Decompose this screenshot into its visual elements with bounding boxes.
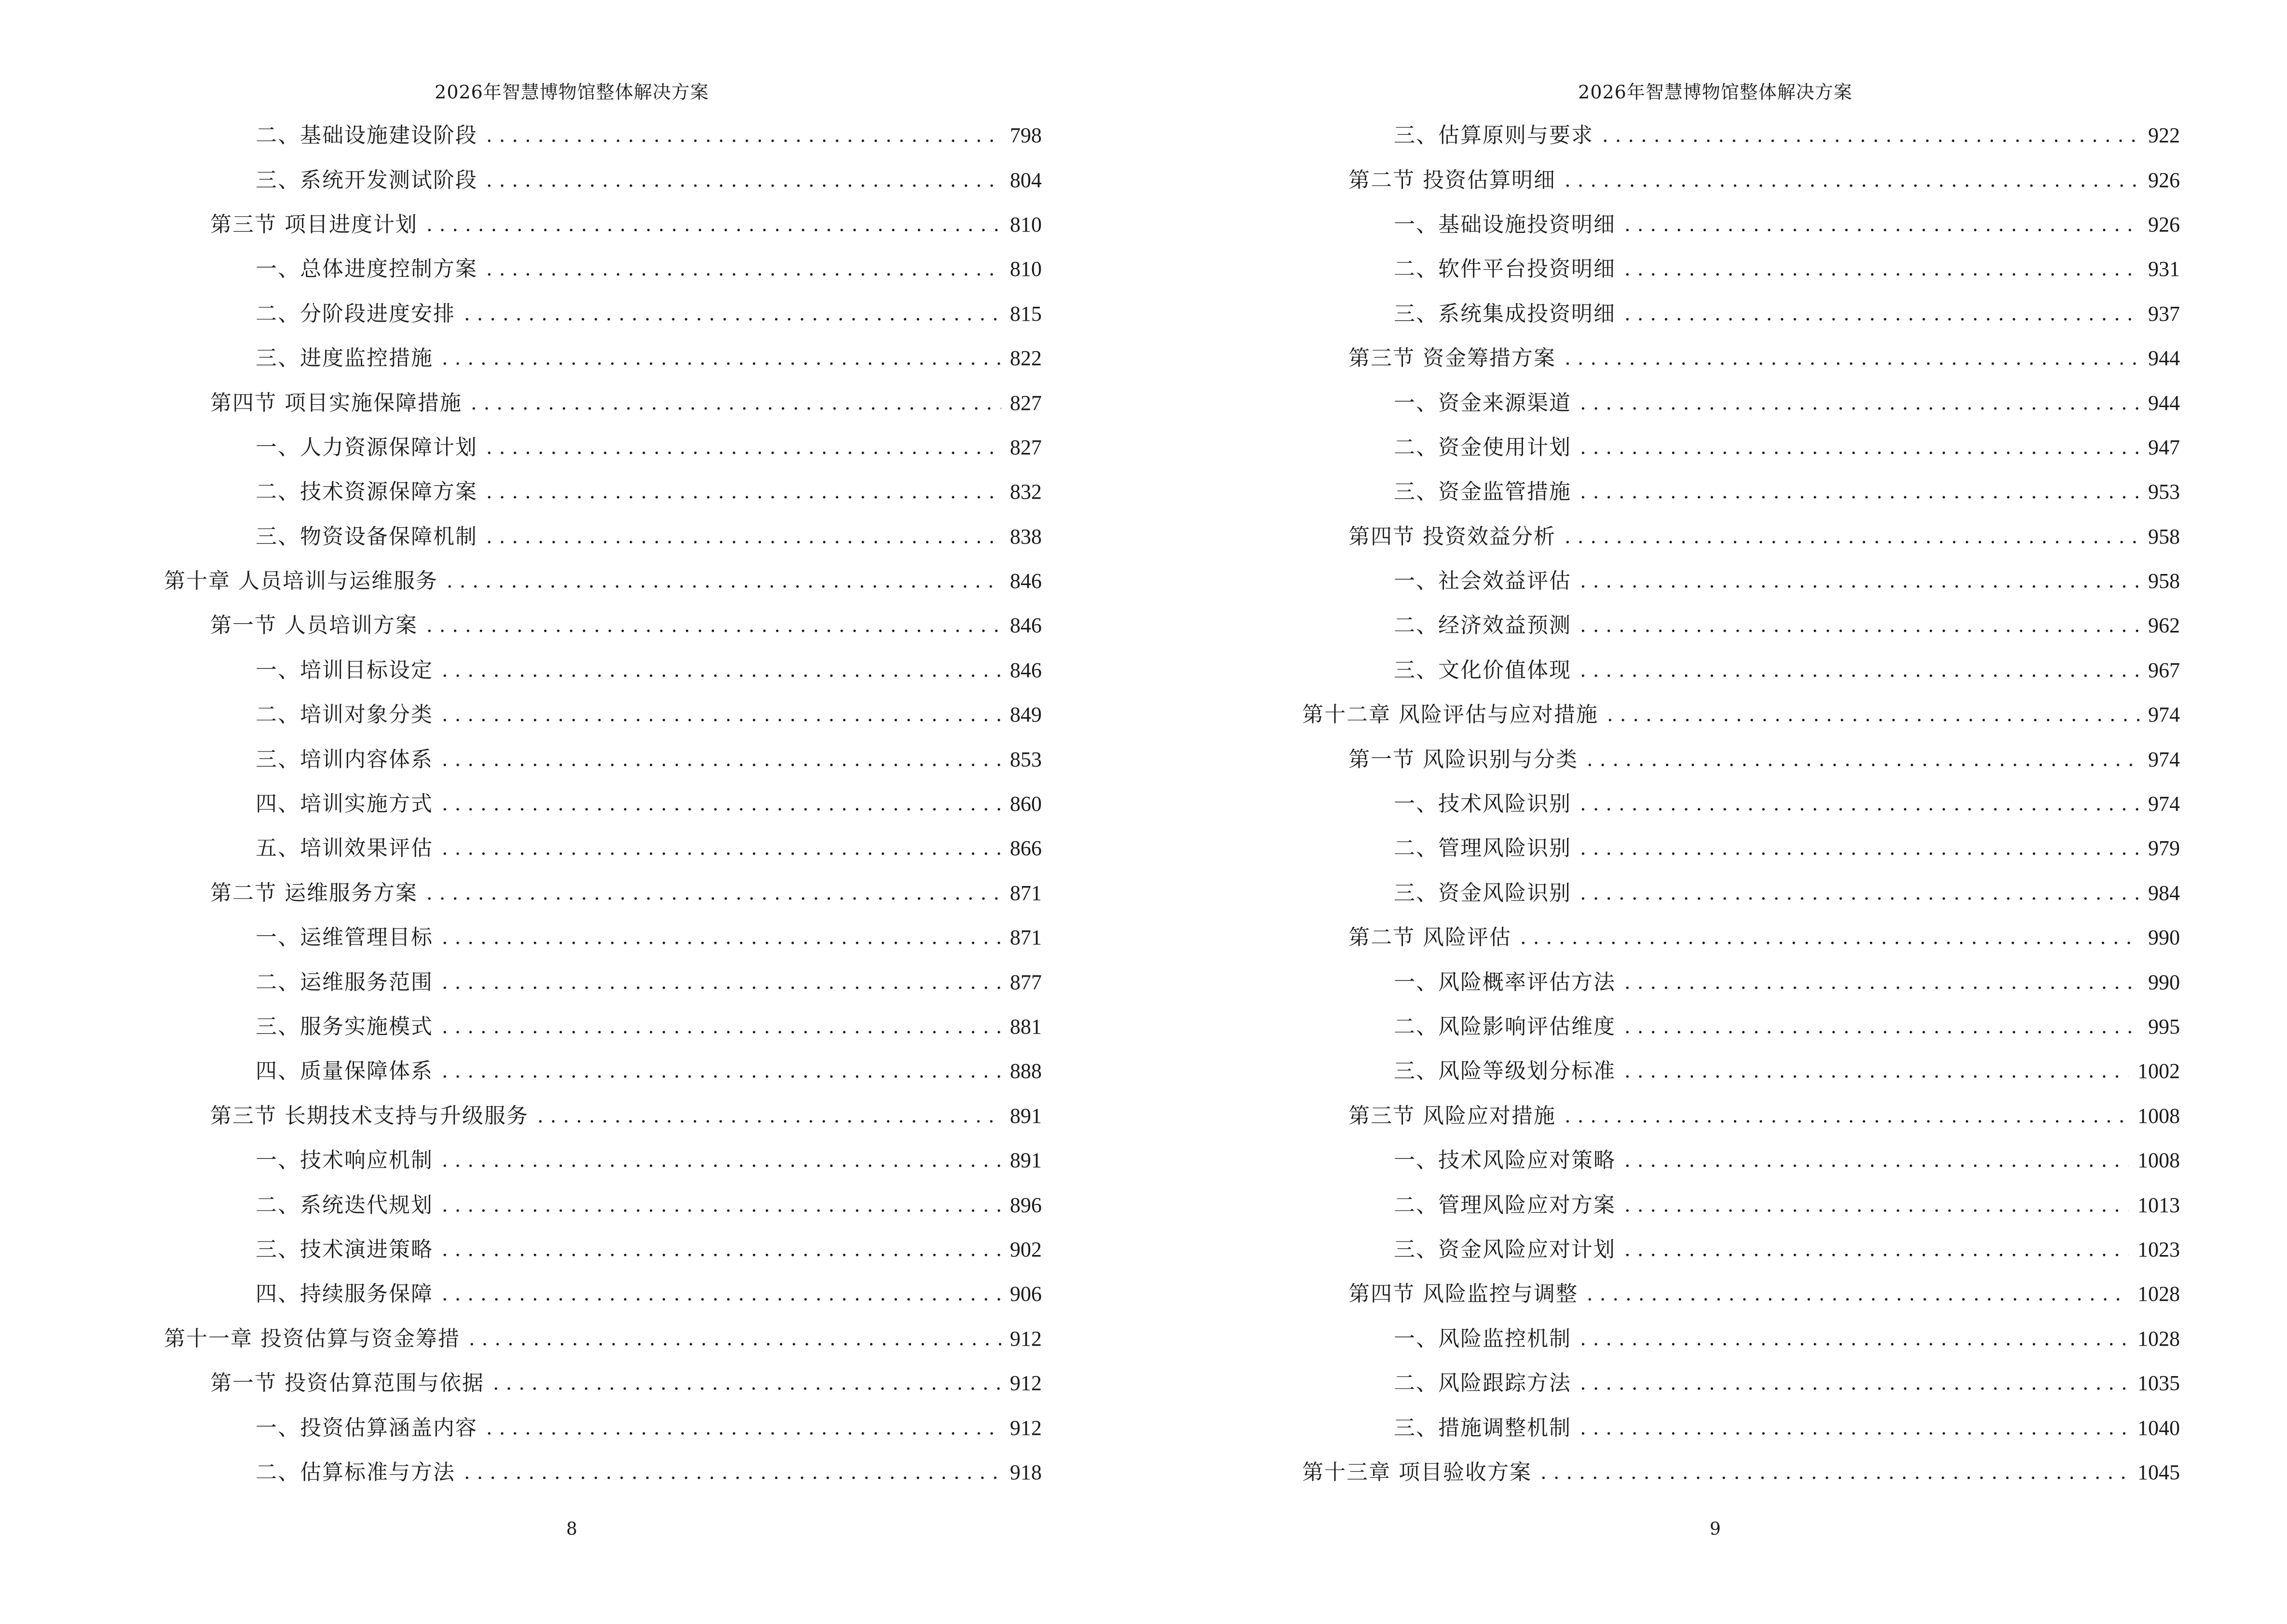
toc-entry[interactable]: [164, 336, 1042, 381]
toc-entry[interactable]: [1302, 603, 2180, 648]
toc-entry[interactable]: [1302, 782, 2180, 826]
toc-entry-title: 三、风险等级划分标准: [1394, 1059, 1616, 1084]
toc-entry[interactable]: [1302, 1005, 2180, 1049]
toc-entry[interactable]: [1302, 425, 2180, 470]
table-of-contents: [164, 113, 1042, 1495]
toc-entry[interactable]: [1302, 381, 2180, 425]
toc-entry[interactable]: [1302, 1361, 2180, 1406]
toc-entry-page: 810: [1010, 212, 1042, 236]
dot-leader: [1580, 394, 2139, 413]
dot-leader: [1624, 259, 2139, 279]
dot-leader: [1580, 839, 2139, 858]
toc-entry-page: 832: [1010, 480, 1042, 504]
toc-entry-title: 三、措施调整机制: [1394, 1415, 1571, 1440]
toc-entry-title: 三、估算原则与要求: [1394, 123, 1593, 148]
dot-leader: [537, 1106, 1001, 1126]
dot-leader: [1580, 661, 2139, 680]
toc-entry[interactable]: [1302, 648, 2180, 693]
dot-leader: [1624, 304, 2139, 324]
toc-entry-title: 二、系统迭代规划: [256, 1192, 433, 1217]
dot-leader: [486, 171, 1001, 190]
toc-entry[interactable]: [164, 113, 1042, 158]
dot-leader: [1624, 215, 2139, 234]
toc-entry-title: 三、培训内容体系: [256, 747, 433, 772]
toc-entry[interactable]: [1302, 1138, 2180, 1183]
toc-entry-page: 974: [2148, 792, 2180, 816]
toc-entry-page: 853: [1010, 747, 1042, 771]
toc-entry-page: 846: [1010, 614, 1042, 638]
dot-leader: [469, 1329, 1001, 1349]
toc-entry-title: 第二节 风险评估: [1348, 925, 1511, 950]
toc-entry-page: 962: [2148, 614, 2180, 638]
toc-entry[interactable]: [164, 1094, 1042, 1138]
page-number: 9: [1710, 1519, 1721, 1539]
toc-entry-page: 877: [1010, 970, 1042, 994]
dot-leader: [1607, 705, 2139, 724]
toc-entry-title: 二、基础设施建设阶段: [256, 123, 477, 148]
toc-entry[interactable]: [164, 515, 1042, 559]
toc-entry-page: 953: [2148, 480, 2180, 504]
dot-leader: [442, 1284, 1001, 1304]
toc-entry[interactable]: [1302, 1406, 2180, 1450]
toc-entry[interactable]: [1302, 826, 2180, 871]
toc-entry-title: 一、技术响应机制: [256, 1148, 433, 1173]
dot-leader: [442, 839, 1001, 858]
dot-leader: [1580, 482, 2139, 502]
toc-entry-page: 871: [1010, 881, 1042, 905]
toc-entry-title: 第三节 长期技术支持与升级服务: [210, 1103, 529, 1128]
toc-entry[interactable]: [164, 737, 1042, 781]
toc-entry-title: 第十二章 风险评估与应对措施: [1302, 702, 1598, 727]
toc-entry-page: 1035: [2137, 1371, 2180, 1395]
toc-entry-title: 二、风险跟踪方法: [1394, 1371, 1571, 1396]
toc-entry-page: 891: [1010, 1104, 1042, 1128]
dot-leader: [442, 1017, 1001, 1037]
toc-entry[interactable]: [1302, 247, 2180, 291]
dot-leader: [442, 661, 1001, 680]
dot-leader: [1624, 1196, 2129, 1215]
toc-entry-page: 958: [2148, 524, 2180, 548]
dot-leader: [1565, 349, 2139, 368]
dot-leader: [1587, 750, 2139, 769]
toc-entry-page: 871: [1010, 926, 1042, 950]
toc-entry-title: 二、估算标准与方法: [256, 1460, 455, 1485]
toc-entry-title: 第一节 人员培训方案: [210, 613, 418, 638]
toc-entry-page: 1008: [2137, 1148, 2180, 1173]
toc-entry-page: 810: [1010, 257, 1042, 281]
toc-entry-title: 三、系统集成投资明细: [1394, 301, 1616, 326]
toc-entry[interactable]: [164, 1228, 1042, 1272]
toc-entry[interactable]: [164, 1183, 1042, 1227]
toc-entry-page: 838: [1010, 524, 1042, 548]
dot-leader: [471, 394, 1001, 413]
toc-entry-page: 822: [1010, 346, 1042, 370]
toc-entry[interactable]: [164, 247, 1042, 291]
toc-entry[interactable]: [1302, 158, 2180, 202]
dot-leader: [486, 259, 1001, 279]
toc-entry-title: 第四节 投资效益分析: [1348, 524, 1556, 549]
toc-entry-page: 1028: [2137, 1326, 2180, 1351]
toc-entry-page: 974: [2148, 747, 2180, 771]
toc-entry-title: 三、资金风险识别: [1394, 880, 1571, 905]
toc-entry-page: 866: [1010, 836, 1042, 860]
toc-entry-title: 第十章 人员培训与运维服务: [164, 569, 438, 594]
toc-entry-page: 912: [1010, 1371, 1042, 1395]
toc-entry-page: 906: [1010, 1282, 1042, 1306]
toc-entry[interactable]: [1302, 1049, 2180, 1093]
toc-entry[interactable]: [164, 648, 1042, 693]
toc-entry[interactable]: [164, 1406, 1042, 1450]
dot-leader: [1580, 438, 2139, 457]
dot-leader: [426, 215, 1001, 234]
dot-leader: [442, 794, 1001, 814]
toc-entry[interactable]: [164, 203, 1042, 247]
toc-entry-title: 三、资金监管措施: [1394, 479, 1571, 505]
dot-leader: [442, 973, 1001, 992]
toc-entry[interactable]: [1302, 1228, 2180, 1272]
dot-leader: [493, 1374, 1001, 1393]
toc-entry-page: 1023: [2137, 1237, 2180, 1261]
toc-entry-title: 一、资金来源渠道: [1394, 390, 1571, 415]
toc-entry-title: 一、基础设施投资明细: [1394, 212, 1616, 237]
toc-entry-title: 二、运维服务范围: [256, 969, 433, 995]
toc-entry[interactable]: [164, 1272, 1042, 1316]
dot-leader: [442, 1151, 1001, 1170]
toc-entry-page: 984: [2148, 881, 2180, 905]
toc-entry-page: 804: [1010, 168, 1042, 192]
toc-entry-page: 967: [2148, 658, 2180, 682]
right-page: [1144, 0, 2287, 1624]
toc-entry-page: 912: [1010, 1326, 1042, 1351]
toc-entry-title: 第十三章 项目验收方案: [1302, 1460, 1532, 1485]
dot-leader: [442, 705, 1001, 724]
toc-entry-page: 937: [2148, 301, 2180, 326]
toc-entry-title: 一、技术风险应对策略: [1394, 1148, 1616, 1173]
toc-entry-page: 947: [2148, 435, 2180, 459]
toc-entry-page: 902: [1010, 1237, 1042, 1261]
toc-entry[interactable]: [164, 871, 1042, 915]
toc-entry[interactable]: [164, 1450, 1042, 1495]
toc-entry-title: 三、服务实施模式: [256, 1014, 433, 1039]
toc-entry[interactable]: [1302, 871, 2180, 915]
dot-leader: [426, 884, 1001, 903]
toc-entry-title: 四、持续服务保障: [256, 1282, 433, 1307]
toc-entry-page: 860: [1010, 792, 1042, 816]
dot-leader: [486, 527, 1001, 546]
toc-entry-title: 三、资金风险应对计划: [1394, 1237, 1616, 1262]
toc-entry[interactable]: [1302, 470, 2180, 514]
toc-entry[interactable]: [1302, 737, 2180, 781]
toc-entry-page: 944: [2148, 391, 2180, 415]
dot-leader: [486, 438, 1001, 457]
page-number: 8: [566, 1519, 577, 1539]
dot-leader: [1624, 1062, 2129, 1081]
toc-entry-page: 1045: [2137, 1460, 2180, 1484]
toc-entry-page: 990: [2148, 970, 2180, 994]
toc-entry-page: 827: [1010, 435, 1042, 459]
toc-entry-title: 三、物资设备保障机制: [256, 524, 477, 549]
dot-leader: [1580, 1329, 2129, 1349]
toc-entry-title: 二、培训对象分类: [256, 702, 433, 727]
toc-entry-title: 一、风险监控机制: [1394, 1326, 1571, 1351]
dot-leader: [442, 1062, 1001, 1081]
toc-entry-page: 891: [1010, 1148, 1042, 1173]
toc-entry-title: 二、软件平台投资明细: [1394, 257, 1616, 282]
toc-entry-page: 974: [2148, 703, 2180, 727]
toc-entry-title: 一、运维管理目标: [256, 925, 433, 950]
toc-entry[interactable]: [1302, 1183, 2180, 1227]
toc-entry-page: 979: [2148, 836, 2180, 860]
toc-entry-page: 944: [2148, 346, 2180, 370]
dot-leader: [1580, 572, 2139, 591]
dot-leader: [1602, 126, 2139, 145]
toc-entry-page: 931: [2148, 257, 2180, 281]
toc-entry-title: 三、系统开发测试阶段: [256, 167, 477, 192]
toc-entry[interactable]: [1302, 203, 2180, 247]
toc-entry-page: 1013: [2137, 1193, 2180, 1217]
toc-entry-title: 一、投资估算涵盖内容: [256, 1415, 477, 1440]
toc-entry-page: 1040: [2137, 1416, 2180, 1440]
toc-entry-page: 918: [1010, 1460, 1042, 1484]
dot-leader: [426, 616, 1001, 635]
toc-entry-title: 一、培训目标设定: [256, 657, 433, 682]
toc-entry[interactable]: [1302, 113, 2180, 158]
toc-entry-page: 990: [2148, 926, 2180, 950]
toc-entry[interactable]: [164, 826, 1042, 871]
toc-entry-page: 912: [1010, 1416, 1042, 1440]
dot-leader: [1624, 1017, 2139, 1037]
dot-leader: [1624, 1151, 2129, 1170]
toc-entry-title: 一、社会效益评估: [1394, 569, 1571, 594]
toc-entry-title: 三、进度监控措施: [256, 346, 433, 371]
toc-entry-page: 846: [1010, 569, 1042, 593]
toc-entry-title: 三、技术演进策略: [256, 1237, 433, 1262]
toc-entry-title: 一、技术风险识别: [1394, 792, 1571, 817]
running-header: 2026年智慧博物馆整体解决方案: [435, 82, 709, 103]
toc-entry-title: 第十一章 投资估算与资金筹措: [164, 1326, 460, 1351]
toc-entry-page: 849: [1010, 703, 1042, 727]
toc-entry[interactable]: [1302, 960, 2180, 1004]
toc-entry-title: 一、人力资源保障计划: [256, 435, 477, 460]
dot-leader: [442, 750, 1001, 769]
dot-leader: [1580, 794, 2139, 814]
toc-entry-page: 888: [1010, 1059, 1042, 1083]
toc-entry-title: 第三节 风险应对措施: [1348, 1103, 1556, 1128]
dot-leader: [442, 1240, 1001, 1259]
toc-entry[interactable]: [164, 960, 1042, 1004]
toc-entry[interactable]: [164, 1005, 1042, 1049]
dot-leader: [1520, 928, 2139, 947]
toc-entry[interactable]: [1302, 1450, 2180, 1495]
toc-entry[interactable]: [1302, 515, 2180, 559]
toc-entry[interactable]: [1302, 559, 2180, 603]
toc-entry[interactable]: [164, 603, 1042, 648]
toc-entry-title: 一、风险概率评估方法: [1394, 969, 1616, 995]
toc-entry-page: 926: [2148, 168, 2180, 192]
dot-leader: [464, 304, 1001, 324]
toc-entry-page: 1028: [2137, 1282, 2180, 1306]
toc-entry-page: 846: [1010, 658, 1042, 682]
toc-entry[interactable]: [1302, 1272, 2180, 1316]
dot-leader: [464, 1463, 1001, 1482]
toc-entry-page: 922: [2148, 123, 2180, 148]
dot-leader: [1624, 973, 2139, 992]
toc-entry-page: 958: [2148, 569, 2180, 593]
toc-entry-title: 第三节 项目进度计划: [210, 212, 418, 237]
toc-entry-title: 二、管理风险应对方案: [1394, 1192, 1616, 1217]
toc-entry-page: 1008: [2137, 1104, 2180, 1128]
toc-entry-page: 926: [2148, 212, 2180, 236]
dot-leader: [447, 572, 1001, 591]
dot-leader: [1624, 1240, 2129, 1259]
toc-entry-title: 第一节 风险识别与分类: [1348, 747, 1578, 772]
toc-entry-title: 一、总体进度控制方案: [256, 257, 477, 282]
toc-entry-title: 第二节 投资估算明细: [1348, 167, 1556, 192]
toc-entry[interactable]: [164, 915, 1042, 960]
toc-entry[interactable]: [1302, 915, 2180, 960]
dot-leader: [1580, 616, 2139, 635]
toc-entry-title: 二、分阶段进度安排: [256, 301, 455, 326]
toc-entry[interactable]: [164, 381, 1042, 425]
dot-leader: [1565, 171, 2139, 190]
toc-entry-title: 二、风险影响评估维度: [1394, 1014, 1616, 1039]
dot-leader: [486, 126, 1001, 145]
toc-entry-page: 798: [1010, 123, 1042, 148]
toc-entry[interactable]: [164, 425, 1042, 470]
toc-entry[interactable]: [1302, 292, 2180, 336]
toc-entry-title: 二、管理风险识别: [1394, 836, 1571, 861]
toc-entry[interactable]: [1302, 1094, 2180, 1138]
toc-entry[interactable]: [164, 559, 1042, 603]
toc-entry-title: 二、经济效益预测: [1394, 613, 1571, 638]
toc-entry[interactable]: [1302, 693, 2180, 737]
dot-leader: [1580, 1374, 2129, 1393]
toc-entry-page: 1002: [2137, 1059, 2180, 1083]
toc-entry[interactable]: [164, 782, 1042, 826]
table-of-contents: [1302, 113, 2180, 1495]
toc-entry-page: 995: [2148, 1015, 2180, 1038]
toc-entry-title: 五、培训效果评估: [256, 836, 433, 861]
toc-entry-page: 815: [1010, 301, 1042, 326]
dot-leader: [1565, 1106, 2129, 1126]
toc-entry[interactable]: [164, 470, 1042, 514]
running-header: 2026年智慧博物馆整体解决方案: [1578, 82, 1852, 103]
dot-leader: [442, 349, 1001, 368]
toc-entry-title: 第二节 运维服务方案: [210, 880, 418, 905]
dot-leader: [1565, 527, 2139, 546]
toc-entry[interactable]: [164, 1138, 1042, 1183]
dot-leader: [1540, 1463, 2129, 1482]
toc-entry[interactable]: [1302, 336, 2180, 381]
toc-entry-title: 四、培训实施方式: [256, 792, 433, 817]
toc-entry-title: 第一节 投资估算范围与依据: [210, 1371, 484, 1396]
dot-leader: [1587, 1284, 2129, 1304]
toc-entry-page: 881: [1010, 1015, 1042, 1038]
dot-leader: [442, 1196, 1001, 1215]
toc-entry-title: 第三节 资金筹措方案: [1348, 346, 1556, 371]
toc-entry[interactable]: [164, 1361, 1042, 1406]
dot-leader: [442, 928, 1001, 947]
toc-entry[interactable]: [1302, 1317, 2180, 1361]
dot-leader: [1580, 1419, 2129, 1438]
toc-entry-page: 896: [1010, 1193, 1042, 1217]
dot-leader: [486, 1419, 1001, 1438]
dot-leader: [1580, 884, 2139, 903]
toc-entry[interactable]: [164, 1049, 1042, 1093]
toc-entry-title: 三、文化价值体现: [1394, 657, 1571, 682]
toc-entry-title: 二、资金使用计划: [1394, 435, 1571, 460]
toc-entry-title: 第四节 风险监控与调整: [1348, 1282, 1578, 1307]
toc-entry[interactable]: [164, 292, 1042, 336]
toc-entry-page: 827: [1010, 391, 1042, 415]
toc-entry[interactable]: [164, 1317, 1042, 1361]
toc-entry-title: 第四节 项目实施保障措施: [210, 390, 462, 415]
toc-entry-title: 四、质量保障体系: [256, 1059, 433, 1084]
toc-entry[interactable]: [164, 693, 1042, 737]
dot-leader: [486, 482, 1001, 502]
toc-entry-title: 二、技术资源保障方案: [256, 479, 477, 505]
toc-entry[interactable]: [164, 158, 1042, 202]
